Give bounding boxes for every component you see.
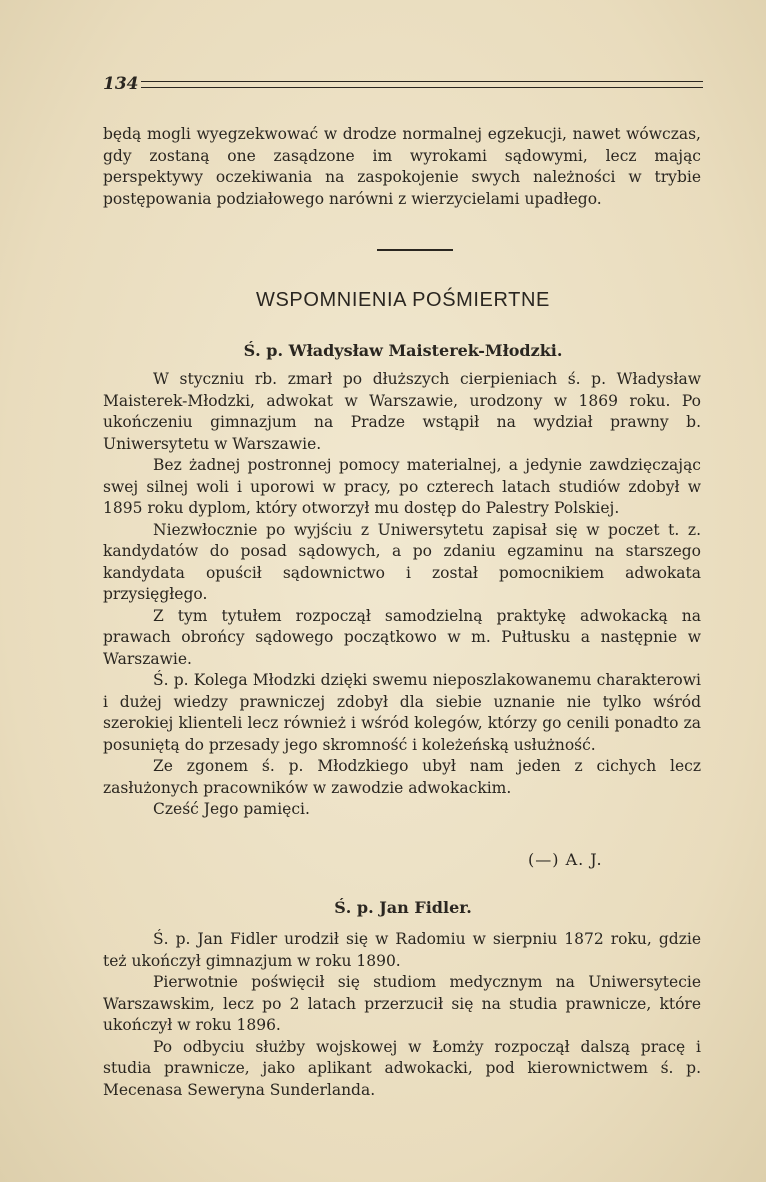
- paragraph: Cześć Jego pamięci.: [153, 800, 310, 818]
- paragraph: Ze zgonem ś. p. Młodzkiego ubył nam jeden z cichych lecz zasłużonych pracowników w zawodzie adwokackim.: [103, 757, 701, 797]
- signature: (—) A. J.: [528, 850, 603, 869]
- header-rule-bottom: [141, 87, 703, 88]
- intro-paragraph-block: [103, 124, 701, 210]
- obituary-title: Ś. p. Jan Fidler.: [334, 898, 472, 917]
- paragraph: Z tym tytułem rozpoczął samodzielną praktykę adwokacką na prawach obrońcy sądowego początkowo w m. Pułtusku a następnie w Warszawie.: [103, 606, 701, 668]
- section-title: WSPOMNIENIA POŚMIERTNE: [256, 289, 550, 311]
- paragraph: Niezwłocznie po wyjściu z Uniwersytetu zapisał się w poczet t. z. kandydatów do posad sądowych, a po zdaniu egzaminu na starszego kandydata opuścił sądownictwo i został pomocnikiem adwokata przysięgłego.: [103, 520, 701, 603]
- obituary-body: [103, 369, 701, 821]
- page-header: [103, 72, 703, 96]
- paragraph: Po odbyciu służby wojskowej w Łomży rozpoczął dalszą pracę i studia prawnicze, jako aplikant adwokacki, pod kierownictwem ś. p. Mecenasa Seweryna Sunderlanda.: [103, 1037, 701, 1099]
- paragraph: Pierwotnie poświęcił się studiom medycznym na Uniwersytecie Warszawskim, lecz po 2 latach przerzucił się na studia prawnicze, które ukończył w roku 1896.: [103, 973, 701, 1034]
- obituary-body: [103, 929, 701, 1101]
- obituary-title: Ś. p. Władysław Maisterek-Młodzki.: [243, 341, 563, 360]
- paragraph: W styczniu rb. zmarł po dłuższych cierpieniach ś. p. Władysław Maisterek-Młodzki, adwokat w Warszawie, urodzony w 1869 roku. Po ukończeniu gimnazjum na Pradze wstąpił na wydział prawny b. Uniwersytetu w Warszawie.: [103, 370, 701, 453]
- paragraph: Ś. p. Kolega Młodzki dzięki swemu nieposzlakowanemu charakterowi i dużej wiedzy prawniczej zdobył dla siebie uznanie nie tylko wśród szerokiej klienteli lecz również i wśród kolegów, którzy go cenili ponadto za posuniętą do przesady jego skromność i koleżeńską usłużność.: [103, 671, 701, 754]
- paragraph: Ś. p. Jan Fidler urodził się w Radomiu w sierpniu 1872 roku, gdzie też ukończył gimnazjum w roku 1890.: [103, 930, 701, 970]
- paragraph: Bez żadnej postronnej pomocy materialnej, a jedynie zawdzięczając swej silnej woli i uporowi w pracy, po czterech latach studiów zdobył w 1895 roku dyplom, który otworzył mu dostęp do Palestry Polskiej.: [103, 456, 701, 517]
- intro-paragraph: będą mogli wyegzekwować w drodze normalnej egzekucji, nawet wówczas, gdy zostaną one zasądzone im wyrokami sądowymi, lecz mając perspektywy oczekiwania na zaspokojenie swych należności w trybie postępowania podziałowego narówni z wierzycielami upadłego.: [103, 125, 701, 208]
- page-number: 134: [103, 74, 139, 94]
- section-divider: [377, 249, 453, 251]
- header-rule-top: [141, 81, 703, 82]
